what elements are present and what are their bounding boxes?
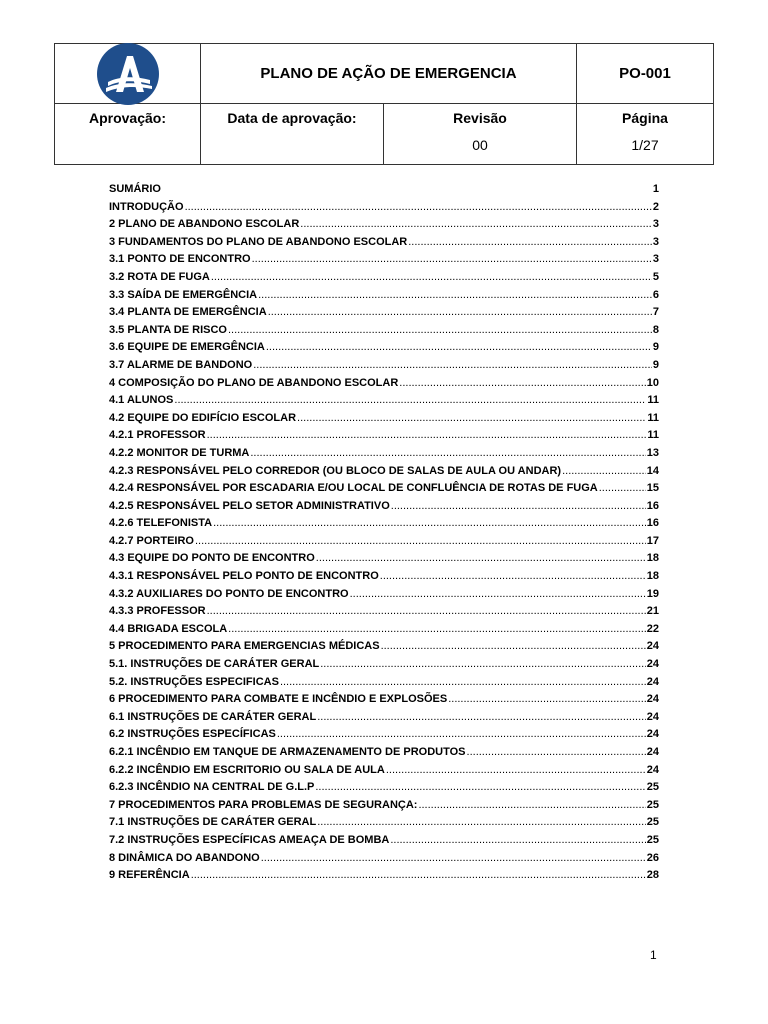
toc-entry-page: 21	[646, 605, 659, 618]
toc-entry-title: 4.2.3 RESPONSÁVEL PELO CORREDOR (OU BLOCO DE SALAS DE AULA OU ANDAR)	[109, 464, 562, 477]
approval-date-label: Data de aprovação:	[227, 110, 357, 126]
table-of-contents	[109, 183, 659, 887]
toc-entry-title: 6 PROCEDIMENTO PARA COMBATE E INCÊNDIO E EXPLOSÕES	[109, 693, 448, 706]
toc-entry-page: 8	[652, 323, 659, 336]
toc-leader-dots	[317, 711, 646, 723]
toc-entry-title: 4.2.4 RESPONSÁVEL POR ESCADARIA E/OU LOCAL DE CONFLUÊNCIA DE ROTAS DE FUGA	[109, 482, 598, 495]
approval-label: Aprovação:	[88, 110, 167, 126]
toc-entry	[109, 676, 659, 694]
toc-leader-dots	[280, 676, 646, 688]
toc-entry-page: 24	[646, 675, 659, 688]
toc-entry-page: 14	[646, 464, 659, 477]
toc-leader-dots	[253, 359, 652, 371]
toc-entry-title: 4.3.1 RESPONSÁVEL PELO PONTO DE ENCONTRO	[109, 570, 379, 583]
toc-entry-title: 5.2. INSTRUÇÕES ESPECIFICAS	[109, 675, 279, 688]
toc-leader-dots	[191, 869, 646, 881]
toc-entry-title: 3.6 EQUIPE DE EMERGÊNCIA	[109, 341, 265, 354]
toc-entry-page: 9	[652, 358, 659, 371]
toc-entry-page: 22	[646, 622, 659, 635]
footer-page-number: 1	[650, 948, 657, 962]
toc-entry	[109, 852, 659, 870]
toc-entry	[109, 869, 659, 887]
toc-entry-page: 13	[646, 446, 659, 459]
toc-entry-page: 10	[646, 376, 659, 389]
toc-leader-dots	[562, 465, 646, 477]
toc-entry	[109, 394, 659, 412]
document-code: PO-001	[577, 44, 713, 104]
toc-entry	[109, 253, 659, 271]
toc-entry	[109, 482, 659, 500]
toc-entry-title: 6.2 INSTRUÇÕES ESPECÍFICAS	[109, 728, 276, 741]
toc-leader-dots	[228, 623, 646, 635]
toc-entry-page: 2	[652, 200, 659, 213]
toc-entry-page: 24	[646, 728, 659, 741]
toc-entry-page: 17	[646, 534, 659, 547]
toc-entry-title: 6.2.3 INCÊNDIO NA CENTRAL DE G.L.P	[109, 781, 315, 794]
toc-entry-page: 24	[646, 710, 659, 723]
toc-entry-page: 16	[646, 499, 659, 512]
toc-entry	[109, 447, 659, 465]
toc-entry	[109, 324, 659, 342]
toc-leader-dots	[599, 482, 646, 494]
toc-entry	[109, 377, 659, 395]
document-title: PLANO DE AÇÃO DE EMERGENCIA	[201, 44, 577, 104]
toc-entry	[109, 306, 659, 324]
toc-entry-page: 24	[646, 746, 659, 758]
toc-entry-page: 28	[646, 869, 659, 882]
toc-leader-dots	[261, 852, 646, 864]
toc-entry-title: 7 PROCEDIMENTOS PARA PROBLEMAS DE SEGURANÇA:	[109, 798, 418, 811]
toc-leader-dots	[300, 218, 652, 230]
toc-entry-title: 4.2.1 PROFESSOR	[109, 429, 206, 442]
toc-leader-dots	[258, 289, 652, 301]
toc-entry	[109, 236, 659, 254]
toc-entry-title: SUMÁRIO	[109, 183, 161, 195]
toc-entry	[109, 728, 659, 746]
toc-leader-dots	[174, 394, 646, 406]
page-value: 1/27	[631, 137, 659, 153]
toc-entry-title: 4 COMPOSIÇÃO DO PLANO DE ABANDONO ESCOLAR	[109, 376, 399, 389]
toc-leader-dots	[297, 412, 646, 424]
toc-leader-dots	[391, 500, 646, 512]
toc-entry-title: 6.1 INSTRUÇÕES DE CARÁTER GERAL	[109, 710, 317, 723]
toc-entry-title: 3.3 SAÍDA DE EMERGÊNCIA	[109, 288, 258, 301]
toc-leader-dots	[381, 640, 646, 652]
toc-entry-title: 5 PROCEDIMENTO PARA EMERGENCIAS MÉDICAS	[109, 640, 380, 653]
toc-entry-page: 26	[646, 851, 659, 864]
toc-entry	[109, 341, 659, 359]
toc-leader-dots	[315, 781, 645, 793]
toc-entry-page: 24	[646, 763, 659, 776]
toc-entry-title: 4.3.3 PROFESSOR	[109, 605, 206, 618]
toc-entry-page: 1	[652, 183, 659, 195]
toc-entry-page: 25	[646, 833, 659, 846]
toc-leader-dots	[467, 746, 646, 758]
toc-leader-dots	[211, 271, 652, 283]
revision-value: 00	[472, 137, 488, 153]
toc-entry-title: 3.2 ROTA DE FUGA	[109, 270, 210, 283]
toc-entry	[109, 271, 659, 289]
revision-cell	[384, 104, 577, 164]
toc-entry-page: 16	[646, 517, 659, 530]
toc-entry-page: 11	[647, 394, 659, 407]
toc-entry	[109, 658, 659, 676]
toc-entry	[109, 623, 659, 641]
toc-leader-dots	[228, 324, 652, 336]
toc-entry	[109, 781, 659, 799]
toc-entry-page: 3	[652, 253, 659, 266]
toc-entry-page: 6	[652, 288, 659, 301]
toc-entry-page: 24	[646, 658, 659, 671]
toc-leader-dots	[277, 728, 646, 740]
toc-entry-title: 4.2.5 RESPONSÁVEL PELO SETOR ADMINISTRATIVO	[109, 499, 390, 512]
toc-entry-title: 4.2.7 PORTEIRO	[109, 534, 194, 547]
toc-leader-dots	[195, 535, 646, 547]
toc-entry	[109, 816, 659, 834]
toc-leader-dots	[250, 447, 645, 459]
toc-entry-title: 3.1 PONTO DE ENCONTRO	[109, 253, 251, 266]
toc-entry	[109, 746, 659, 764]
toc-entry	[109, 588, 659, 606]
toc-entry-page: 18	[646, 570, 659, 583]
toc-entry-page: 19	[646, 587, 659, 600]
toc-leader-dots	[418, 799, 645, 811]
toc-entry-title: 3.7 ALARME DE BANDONO	[109, 358, 253, 371]
logo-cell	[55, 44, 201, 104]
toc-entry-page: 11	[647, 429, 659, 442]
page-cell	[577, 104, 713, 164]
toc-entry-title: 8 DINÂMICA DO ABANDONO	[109, 851, 260, 864]
approval-cell	[55, 104, 201, 164]
toc-entry	[109, 183, 659, 201]
toc-leader-dots	[252, 253, 652, 265]
toc-entry-title: 3 FUNDAMENTOS DO PLANO DE ABANDONO ESCOLAR	[109, 235, 408, 248]
toc-entry-title: 4.3.2 AUXILIARES DO PONTO DE ENCONTRO	[109, 587, 349, 600]
toc-leader-dots	[408, 236, 652, 248]
toc-entry-title: 7.2 INSTRUÇÕES ESPECÍFICAS AMEAÇA DE BOMBA	[109, 833, 390, 846]
toc-entry	[109, 799, 659, 817]
revision-label: Revisão	[453, 110, 507, 126]
toc-entry-page: 11	[647, 411, 659, 424]
toc-leader-dots	[317, 816, 646, 828]
toc-entry-page: 25	[646, 781, 659, 794]
toc-entry-title: 5.1. INSTRUÇÕES DE CARÁTER GERAL	[109, 658, 320, 671]
toc-entry	[109, 764, 659, 782]
toc-entry-title: 4.2.6 TELEFONISTA	[109, 517, 213, 530]
toc-entry-title: 6.2.1 INCÊNDIO EM TANQUE DE ARMAZENAMENTO DE PRODUTOS	[109, 746, 466, 758]
toc-entry-title: 4.2.2 MONITOR DE TURMA	[109, 446, 250, 459]
page-label: Página	[622, 110, 668, 126]
toc-entry-title: 4.1 ALUNOS	[109, 394, 174, 407]
toc-leader-dots	[380, 570, 646, 582]
toc-entry	[109, 517, 659, 535]
toc-leader-dots	[207, 429, 647, 441]
toc-entry-page: 7	[652, 306, 659, 319]
company-logo-icon	[96, 42, 160, 106]
toc-entry	[109, 570, 659, 588]
toc-entry-title: 2 PLANO DE ABANDONO ESCOLAR	[109, 218, 300, 231]
toc-entry	[109, 605, 659, 623]
toc-entry	[109, 359, 659, 377]
toc-leader-dots	[390, 834, 645, 846]
toc-entry-title: 4.2 EQUIPE DO EDIFÍCIO ESCOLAR	[109, 411, 297, 424]
toc-entry-title: INTRODUÇÃO	[109, 200, 184, 213]
toc-entry-page: 5	[652, 270, 659, 283]
toc-entry	[109, 500, 659, 518]
toc-entry-title: 9 REFERÊNCIA	[109, 869, 190, 882]
toc-entry-title: 3.5 PLANTA DE RISCO	[109, 323, 227, 336]
toc-entry	[109, 552, 659, 570]
toc-entry-page: 24	[646, 640, 659, 653]
approval-date-cell	[201, 104, 384, 164]
toc-entry-title: 4.4 BRIGADA ESCOLA	[109, 622, 228, 635]
toc-leader-dots	[316, 552, 646, 564]
toc-leader-dots	[266, 341, 652, 353]
toc-entry	[109, 465, 659, 483]
toc-entry-page: 24	[646, 693, 659, 706]
toc-entry	[109, 201, 659, 219]
toc-leader-dots	[185, 201, 652, 213]
toc-leader-dots	[320, 658, 646, 670]
toc-entry-page: 3	[652, 218, 659, 231]
toc-entry	[109, 693, 659, 711]
toc-entry	[109, 429, 659, 447]
toc-entry-page: 18	[646, 552, 659, 565]
toc-entry-page: 15	[646, 482, 659, 495]
toc-leader-dots	[207, 605, 646, 617]
document-header	[54, 43, 714, 165]
toc-entry-page: 25	[646, 816, 659, 829]
toc-entry	[109, 640, 659, 658]
toc-entry-title: 7.1 INSTRUÇÕES DE CARÁTER GERAL	[109, 816, 317, 829]
toc-leader-dots	[213, 517, 646, 529]
toc-entry	[109, 412, 659, 430]
toc-leader-dots	[268, 306, 652, 318]
toc-entry-page: 25	[646, 798, 659, 811]
toc-entry	[109, 834, 659, 852]
toc-leader-dots	[448, 693, 646, 705]
toc-entry-page: 9	[652, 341, 659, 354]
toc-entry-title: 3.4 PLANTA DE EMERGÊNCIA	[109, 306, 267, 319]
toc-entry	[109, 218, 659, 236]
toc-entry-title: 4.3 EQUIPE DO PONTO DE ENCONTRO	[109, 552, 315, 565]
toc-leader-dots	[386, 764, 646, 776]
toc-leader-dots	[399, 377, 645, 389]
toc-leader-dots	[350, 588, 646, 600]
toc-entry	[109, 535, 659, 553]
toc-entry-page: 3	[652, 235, 659, 248]
toc-entry	[109, 289, 659, 307]
toc-entry	[109, 711, 659, 729]
toc-entry-title: 6.2.2 INCÊNDIO EM ESCRITORIO OU SALA DE AULA	[109, 763, 385, 776]
